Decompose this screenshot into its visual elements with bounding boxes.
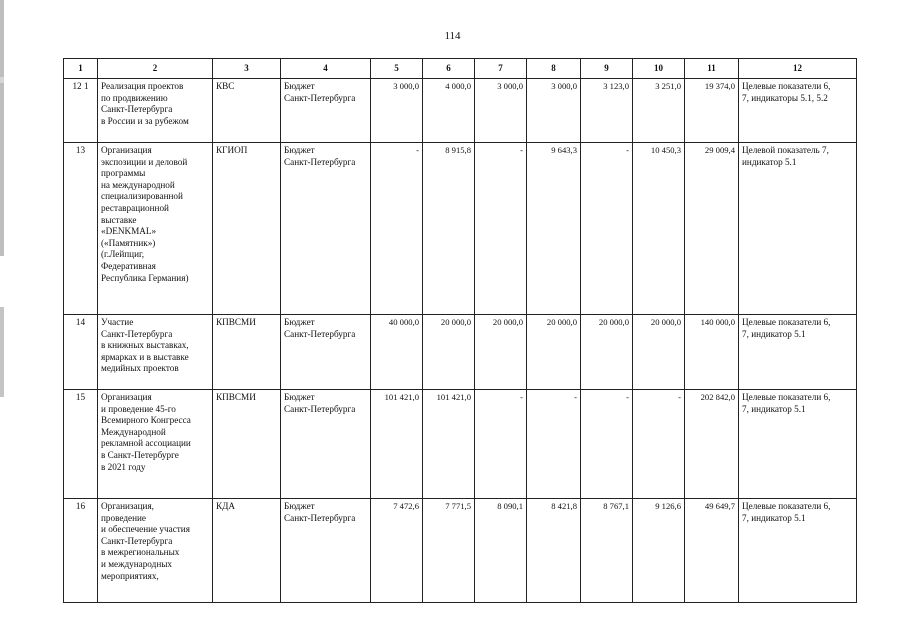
column-header: 3	[213, 59, 281, 79]
header-row	[64, 59, 857, 79]
amount-cell: -	[475, 390, 527, 499]
amount-cell: 40 000,0	[371, 315, 423, 390]
column-header: 2	[98, 59, 213, 79]
amount-cell: 9 126,6	[633, 499, 685, 603]
scan-edge-mark	[0, 0, 4, 640]
executor-cell: КПВСМИ	[213, 315, 281, 390]
amount-cell: 9 643,3	[527, 143, 581, 315]
funding-source-cell: Бюджет Санкт-Петербурга	[281, 79, 371, 143]
row-number-cell: 16	[64, 499, 98, 603]
row-number-cell: 12 1	[64, 79, 98, 143]
column-header: 12	[739, 59, 857, 79]
amount-cell: -	[633, 390, 685, 499]
table-row	[64, 79, 857, 143]
table-row	[64, 143, 857, 315]
amount-cell: 20 000,0	[423, 315, 475, 390]
row-number-cell: 15	[64, 390, 98, 499]
amount-cell: 140 000,0	[685, 315, 739, 390]
measure-name-cell: Организация и проведение 45-го Всемирного Конгресса Международной рекламной ассоциации в Санкт-Петербурге в 2021 году	[98, 390, 213, 499]
amount-cell: 20 000,0	[475, 315, 527, 390]
program-table	[63, 58, 857, 603]
column-header: 4	[281, 59, 371, 79]
amount-cell: 19 374,0	[685, 79, 739, 143]
amount-cell: 3 123,0	[581, 79, 633, 143]
amount-cell: 49 649,7	[685, 499, 739, 603]
executor-cell: КГИОП	[213, 143, 281, 315]
table-row	[64, 499, 857, 603]
amount-cell: 3 000,0	[371, 79, 423, 143]
amount-cell: 29 009,4	[685, 143, 739, 315]
indicator-cell: Целевой показатель 7, индикатор 5.1	[739, 143, 857, 315]
amount-cell: 101 421,0	[423, 390, 475, 499]
amount-cell: -	[527, 390, 581, 499]
indicator-cell: Целевые показатели 6, 7, индикатор 5.1	[739, 499, 857, 603]
amount-cell: 20 000,0	[527, 315, 581, 390]
column-header: 8	[527, 59, 581, 79]
executor-cell: КВС	[213, 79, 281, 143]
amount-cell: 4 000,0	[423, 79, 475, 143]
executor-cell: КПВСМИ	[213, 390, 281, 499]
indicator-cell: Целевые показатели 6, 7, индикатор 5.1	[739, 390, 857, 499]
amount-cell: 202 842,0	[685, 390, 739, 499]
column-header: 5	[371, 59, 423, 79]
amount-cell: 7 472,6	[371, 499, 423, 603]
amount-cell: -	[581, 390, 633, 499]
table-row	[64, 390, 857, 499]
amount-cell: 8 915,8	[423, 143, 475, 315]
row-number-cell: 14	[64, 315, 98, 390]
indicator-cell: Целевые показатели 6, 7, индикатор 5.1	[739, 315, 857, 390]
amount-cell: 8 421,8	[527, 499, 581, 603]
amount-cell: 10 450,3	[633, 143, 685, 315]
funding-source-cell: Бюджет Санкт-Петербурга	[281, 390, 371, 499]
column-header: 9	[581, 59, 633, 79]
amount-cell: 3 000,0	[475, 79, 527, 143]
column-header: 10	[633, 59, 685, 79]
funding-source-cell: Бюджет Санкт-Петербурга	[281, 499, 371, 603]
amount-cell: 20 000,0	[633, 315, 685, 390]
column-header: 7	[475, 59, 527, 79]
column-header: 6	[423, 59, 475, 79]
measure-name-cell: Участие Санкт-Петербурга в книжных выставках, ярмарках и в выставке медийных проектов	[98, 315, 213, 390]
page-number: 114	[444, 30, 461, 42]
amount-cell: 101 421,0	[371, 390, 423, 499]
amount-cell: 8 090,1	[475, 499, 527, 603]
funding-source-cell: Бюджет Санкт-Петербурга	[281, 315, 371, 390]
column-header: 1	[64, 59, 98, 79]
amount-cell: 3 000,0	[527, 79, 581, 143]
row-number-cell: 13	[64, 143, 98, 315]
amount-cell: -	[371, 143, 423, 315]
amount-cell: 20 000,0	[581, 315, 633, 390]
measure-name-cell: Организация экспозиции и деловой программы на международной специализированной реставрационной выставке «DENKMAL» («Памятник») (г.Лейпциг, Федеративная Республика Германия)	[98, 143, 213, 315]
amount-cell: -	[475, 143, 527, 315]
indicator-cell: Целевые показатели 6, 7, индикаторы 5.1, 5.2	[739, 79, 857, 143]
amount-cell: 7 771,5	[423, 499, 475, 603]
amount-cell: 8 767,1	[581, 499, 633, 603]
executor-cell: КДА	[213, 499, 281, 603]
amount-cell: 3 251,0	[633, 79, 685, 143]
measure-name-cell: Реализация проектов по продвижению Санкт-Петербурга в России и за рубежом	[98, 79, 213, 143]
amount-cell: -	[581, 143, 633, 315]
measure-name-cell: Организация, проведение и обеспечение участия Санкт-Петербурга в межрегиональных и международных мероприятиях,	[98, 499, 213, 603]
table-row	[64, 315, 857, 390]
column-header: 11	[685, 59, 739, 79]
funding-source-cell: Бюджет Санкт-Петербурга	[281, 143, 371, 315]
